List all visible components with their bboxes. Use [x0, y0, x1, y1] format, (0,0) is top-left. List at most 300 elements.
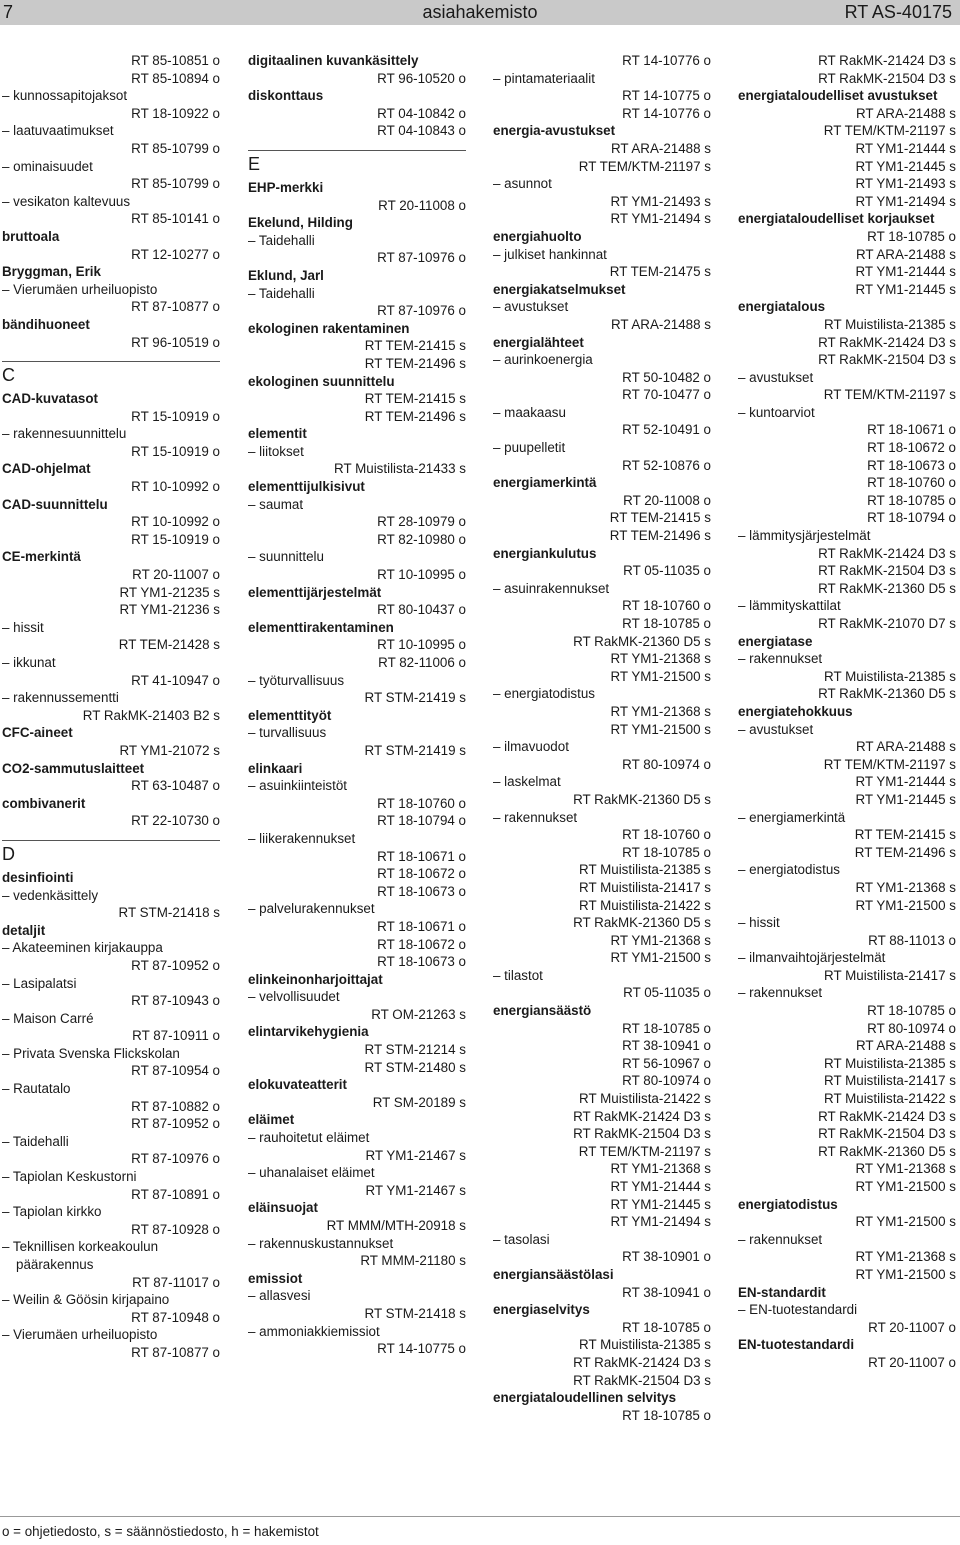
index-subterm: – kuntoarviot [738, 404, 815, 420]
index-subterm: – Taidehalli [248, 285, 315, 301]
page-header [0, 0, 960, 25]
index-reference: RT 18-10785 o [867, 228, 956, 244]
index-term: energiatase [738, 633, 813, 649]
index-subterm: – rauhoitetut eläimet [248, 1130, 370, 1146]
index-term: elinkaari [248, 760, 303, 776]
index-reference: RT 18-10673 o [867, 457, 956, 473]
index-term: energiatehokkuus [738, 703, 853, 719]
index-reference: RT 18-10672 o [377, 936, 466, 952]
index-reference: RT YM1-21445 s [610, 1196, 711, 1212]
index-reference: RT RakMK-21424 D3 s [818, 53, 956, 68]
index-reference: RT 18-10785 o [622, 1319, 711, 1335]
index-subterm: – pintamateriaalit [493, 70, 595, 86]
index-reference: RT RakMK-21504 D3 s [818, 563, 956, 579]
index-reference: RT 15-10919 o [131, 443, 220, 459]
index-reference: RT TEM-21428 s [118, 637, 220, 653]
index-reference: RT 05-11035 o [623, 985, 711, 1001]
index-subterm: – vesikaton kaltevuus [2, 193, 131, 209]
index-reference: RT TEM-21496 s [364, 408, 466, 424]
index-reference: RT 28-10979 o [377, 514, 466, 530]
index-subterm: – saumat [248, 496, 304, 512]
index-reference: RT RakMK-21360 D5 s [573, 915, 711, 931]
index-subterm: – ilmavuodot [493, 739, 569, 755]
index-term: eläimet [248, 1112, 295, 1128]
index-reference: RT 10-10995 o [377, 637, 466, 653]
index-term: energia-avustukset [493, 123, 616, 139]
index-reference: RT 18-10672 o [377, 866, 466, 882]
index-reference: RT YM1-21368 s [855, 879, 956, 895]
index-reference: RT TEM-21496 s [364, 355, 466, 371]
index-term: ekologinen suunnittelu [248, 373, 395, 389]
index-subterm: – ikkunat [2, 655, 56, 670]
index-reference: RT 18-10922 o [131, 105, 220, 121]
index-reference: RT YM1-21072 s [119, 742, 220, 758]
index-reference: RT TEM-21415 s [364, 338, 466, 354]
index-reference: RT STM-21419 s [364, 690, 466, 706]
index-subterm: – Tapiolan Keskustorni [2, 1169, 137, 1185]
index-subterm: – palvelurakennukset [248, 901, 375, 917]
index-term: energiankulutus [493, 545, 597, 561]
index-term: Bryggman, Erik [2, 264, 101, 280]
index-term: energiataloudelliset avustukset [738, 88, 938, 104]
index-term: energiakatselmukset [493, 281, 626, 297]
index-reference: RT 18-10760 o [377, 795, 466, 811]
index-reference: RT 85-10851 o [131, 53, 220, 68]
index-reference: RT RakMK-21424 D3 s [573, 1108, 711, 1124]
index-reference: RT YM1-21500 s [855, 1179, 956, 1194]
index-reference: RT YM1-21368 s [855, 1249, 956, 1265]
index-subterm: – lämmityskattilat [738, 598, 841, 614]
index-subterm: – ominaisuudet [2, 158, 93, 174]
index-term: EHP-merkki [248, 179, 324, 195]
index-term: elementtijulkisivut [248, 479, 365, 495]
index-reference: RT Muistilista-21417 s [824, 1073, 956, 1089]
index-reference: RT 87-10976 o [377, 250, 466, 266]
index-subterm: – kunnossapitojaksot [2, 88, 128, 104]
index-reference: RT YM1-21444 s [610, 1179, 711, 1194]
index-subterm: – vedenkäsittely [2, 887, 99, 903]
index-subterm: – rakennukset [738, 1231, 823, 1247]
index-subterm: – avustukset [738, 369, 814, 385]
index-subterm: – ilmanvaihtojärjestelmät [738, 950, 886, 966]
index-reference: RT 80-10437 o [377, 602, 466, 618]
index-reference: RT 87-10976 o [377, 303, 466, 319]
index-reference: RT RakMK-21070 D7 s [818, 616, 956, 631]
index-term: CAD-suunnittelu [2, 496, 108, 512]
index-reference: RT TEM-21415 s [609, 510, 711, 526]
index-subterm: – Rautatalo [2, 1081, 71, 1097]
index-subterm: – energiatodistus [493, 686, 595, 702]
index-reference: RT 56-10967 o [622, 1055, 711, 1071]
index-subterm: – julkiset hankinnat [493, 246, 607, 262]
index-subterm: – Tapiolan kirkko [2, 1204, 102, 1220]
index-term: energiataloudellinen selvitys [493, 1390, 677, 1406]
index-subterm: – Weilin & Göösin kirjapaino [2, 1292, 170, 1308]
index-reference: RT 18-10671 o [377, 848, 466, 864]
index-term: energiaselvitys [493, 1302, 590, 1318]
index-reference: RT YM1-21493 s [855, 176, 956, 192]
index-subterm: – Taidehalli [248, 232, 315, 248]
index-reference: RT Muistilista-21385 s [824, 1055, 956, 1071]
index-term: elokuvateatterit [248, 1077, 347, 1093]
index-subterm: – rakennukset [738, 985, 823, 1001]
index-reference: RT TEM-21415 s [854, 827, 956, 843]
index-reference: RT 85-10894 o [131, 70, 220, 86]
index-reference: RT YM1-21236 s [119, 602, 220, 618]
index-term: diskonttaus [248, 88, 324, 104]
index-reference: RT 04-10842 o [377, 105, 466, 121]
index-reference: RT YM1-21500 s [610, 950, 711, 966]
index-reference: RT 18-10785 o [622, 1407, 711, 1423]
index-reference: RT 87-10882 o [131, 1098, 220, 1114]
index-reference: RT Muistilista-21385 s [579, 1337, 711, 1353]
index-reference: RT 22-10730 o [131, 813, 220, 829]
index-reference: RT TEM/KTM-21197 s [578, 158, 711, 174]
index-reference: RT TEM/KTM-21197 s [823, 387, 956, 403]
index-column-2 [248, 52, 466, 1358]
index-column-3 [493, 52, 711, 1424]
index-subterm: – Privata Svenska Flickskolan [2, 1045, 180, 1061]
index-reference: RT YM1-21444 s [855, 264, 956, 280]
index-reference: RT 18-10672 o [867, 440, 956, 456]
index-subterm: – avustukset [738, 721, 814, 737]
index-term: energiansäästö [493, 1003, 592, 1019]
index-reference: RT RakMK-21504 D3 s [573, 1126, 711, 1142]
index-reference: RT 87-11017 o [132, 1274, 220, 1290]
index-term: CAD-ohjelmat [2, 461, 91, 477]
index-reference: RT 18-10673 o [377, 954, 466, 970]
index-reference: RT RakMK-21403 B2 s [82, 707, 220, 723]
index-term: CE-merkintä [2, 549, 81, 565]
index-reference: RT YM1-21445 s [855, 281, 956, 297]
document-code: RT AS-40175 [844, 2, 952, 22]
index-term: energiataloudelliset korjaukset [738, 211, 935, 227]
index-subterm: – laatuvaatimukset [2, 123, 114, 139]
index-reference: RT YM1-21368 s [610, 703, 711, 719]
index-reference: RT YM1-21500 s [610, 668, 711, 684]
index-reference: RT 96-10520 o [377, 70, 466, 86]
index-reference: RT 14-10776 o [622, 53, 711, 68]
index-reference: RT 88-11013 o [868, 932, 956, 948]
index-reference: RT MMM-21180 s [360, 1253, 466, 1269]
index-reference: RT 18-10760 o [622, 598, 711, 614]
index-reference: RT 18-10785 o [622, 616, 711, 631]
index-reference: RT YM1-21494 s [855, 193, 956, 209]
index-reference: RT 15-10919 o [131, 531, 220, 547]
index-term: combivanerit [2, 795, 86, 811]
index-reference: RT 18-10794 o [867, 510, 956, 526]
index-reference: RT STM-21419 s [364, 742, 466, 758]
section-letter: D [2, 840, 220, 864]
index-subterm: – liitokset [248, 443, 304, 459]
index-reference: RT 18-10671 o [867, 422, 956, 438]
index-reference: RT 10-10992 o [131, 514, 220, 530]
index-reference: RT 87-10952 o [131, 957, 220, 973]
index-term: ekologinen rakentaminen [248, 320, 410, 336]
index-term: detaljit [2, 922, 46, 938]
index-reference: RT 38-10941 o [622, 1038, 711, 1054]
index-reference: RT 18-10671 o [377, 918, 466, 934]
index-reference: RT TEM-21415 s [364, 391, 466, 407]
index-subterm: – energiatodistus [738, 862, 840, 878]
index-reference: RT ARA-21488 s [856, 739, 956, 755]
index-subterm: – lämmitysjärjestelmät [738, 528, 871, 544]
index-reference: RT ARA-21488 s [611, 140, 711, 156]
index-reference: RT YM1-21368 s [610, 932, 711, 948]
index-term: energiansäästölasi [493, 1266, 614, 1282]
index-reference: RT RakMK-21424 D3 s [818, 1108, 956, 1124]
index-reference: RT 87-10976 o [131, 1151, 220, 1167]
index-term: digitaalinen kuvankäsittely [248, 53, 419, 68]
index-reference: RT 10-10995 o [377, 567, 466, 583]
index-subterm: – Lasipalatsi [2, 975, 77, 991]
index-reference: RT 05-11035 o [623, 563, 711, 579]
index-term: Ekelund, Hilding [248, 215, 353, 231]
page-number: 7 [3, 2, 14, 22]
index-reference: RT 14-10775 o [377, 1341, 466, 1357]
index-subterm: – uhanalaiset eläimet [248, 1165, 375, 1181]
index-term: energialähteet [493, 334, 584, 350]
index-reference: RT 18-10785 o [622, 844, 711, 860]
index-reference: RT Muistilista-21433 s [334, 461, 466, 477]
index-subterm: – velvollisuudet [248, 989, 340, 1005]
index-term: bruttoala [2, 228, 60, 244]
index-reference: RT 80-10974 o [867, 1020, 956, 1036]
index-reference: RT 18-10673 o [377, 883, 466, 899]
index-reference: RT 87-10948 o [131, 1309, 220, 1325]
index-reference: RT YM1-21500 s [855, 1266, 956, 1282]
index-term: emissiot [248, 1270, 303, 1286]
index-term: EN-standardit [738, 1284, 826, 1300]
index-subterm: – Vierumäen urheiluopisto [2, 1327, 158, 1343]
index-reference: RT 14-10776 o [622, 105, 711, 121]
index-subterm: – laskelmat [493, 774, 561, 790]
section-letter: C [2, 361, 220, 385]
index-reference: RT 82-10980 o [377, 531, 466, 547]
index-subterm: – tilastot [493, 967, 543, 983]
index-subterm: – työturvallisuus [248, 672, 345, 688]
index-reference: RT 14-10775 o [622, 88, 711, 104]
index-reference: RT 18-10785 o [867, 492, 956, 508]
footer-legend: o = ohjetiedosto, s = säännöstiedosto, h = hakemistot [2, 1524, 319, 1539]
index-reference: RT 82-11006 o [378, 655, 466, 670]
index-reference: RT 70-10477 o [622, 387, 711, 403]
index-reference: RT 87-10877 o [131, 1344, 220, 1360]
index-reference: RT 20-11007 o [868, 1319, 956, 1335]
section-letter: E [248, 150, 466, 174]
index-reference: RT 18-10785 o [867, 1003, 956, 1019]
index-reference: RT RakMK-21360 D5 s [818, 580, 956, 596]
index-reference: RT MMM/MTH-20918 s [326, 1218, 466, 1233]
index-reference: RT 87-10943 o [131, 993, 220, 1009]
index-term: elinkeinonharjoittajat [248, 971, 383, 987]
index-reference: RT Muistilista-21422 s [824, 1091, 956, 1107]
index-reference: RT Muistilista-21417 s [579, 879, 711, 895]
index-reference: RT 18-10760 o [622, 827, 711, 843]
index-subterm: – rakennuskustannukset [248, 1235, 394, 1251]
index-reference: RT 18-10760 o [867, 475, 956, 491]
index-reference: RT YM1-21467 s [365, 1182, 466, 1198]
index-reference: RT YM1-21444 s [855, 774, 956, 790]
index-reference: RT 80-10974 o [622, 1073, 711, 1089]
index-subterm: – Vierumäen urheiluopisto [2, 281, 158, 297]
index-reference: RT 87-10891 o [131, 1186, 220, 1202]
index-reference: RT RakMK-21424 D3 s [573, 1354, 711, 1370]
index-subterm: – hissit [738, 915, 780, 931]
index-subterm: – suunnittelu [248, 549, 324, 565]
index-reference: RT RakMK-21360 D5 s [818, 686, 956, 702]
index-reference: RT 18-10794 o [377, 813, 466, 829]
index-term: CFC-aineet [2, 725, 73, 741]
index-reference: RT TEM-21496 s [609, 528, 711, 544]
index-reference: RT YM1-21500 s [610, 721, 711, 737]
index-reference: RT YM1-21368 s [610, 651, 711, 667]
index-reference: RT 87-10952 o [131, 1116, 220, 1132]
index-term: eläinsuojat [248, 1200, 318, 1216]
index-reference: RT YM1-21445 s [855, 158, 956, 174]
index-reference: RT 63-10487 o [131, 778, 220, 794]
index-column-1 [2, 52, 220, 1362]
index-term: energiamerkintä [493, 475, 597, 491]
index-reference: RT 15-10919 o [131, 408, 220, 424]
index-subterm: – Taidehalli [2, 1133, 69, 1149]
index-reference: RT STM-21214 s [364, 1042, 466, 1058]
index-reference: RT 52-10491 o [622, 422, 711, 438]
index-reference: RT RakMK-21424 D3 s [818, 334, 956, 350]
index-reference: RT 20-11008 o [378, 197, 466, 213]
index-reference: RT 12-10277 o [131, 246, 220, 262]
index-reference: RT YM1-21368 s [855, 1161, 956, 1177]
index-reference: RT 52-10876 o [622, 457, 711, 473]
index-subterm: – asuinkiinteistöt [248, 778, 347, 794]
index-reference: RT YM1-21235 s [119, 584, 220, 600]
index-reference: RT 10-10992 o [131, 479, 220, 495]
index-reference: RT ARA-21488 s [856, 1038, 956, 1054]
page-footer [0, 1516, 960, 1539]
index-reference: RT Muistilista-21385 s [824, 316, 956, 332]
index-subterm: – maakaasu [493, 404, 566, 420]
index-reference: RT 04-10843 o [377, 123, 466, 139]
index-reference: RT 38-10941 o [622, 1284, 711, 1300]
index-term: elementtijärjestelmät [248, 584, 382, 600]
index-subterm: – ammoniakkiemissiot [248, 1323, 380, 1339]
index-subterm: – aurinkoenergia [493, 352, 593, 368]
index-reference: RT 87-10877 o [131, 299, 220, 315]
index-reference: RT YM1-21500 s [855, 1214, 956, 1230]
index-reference: RT Muistilista-21422 s [579, 897, 711, 913]
page-title: asiahakemisto [422, 2, 538, 22]
index-subterm: – rakennukset [493, 809, 578, 825]
index-subterm: – allasvesi [248, 1288, 311, 1304]
index-reference: RT ARA-21488 s [856, 105, 956, 121]
index-reference: RT TEM/KTM-21197 s [823, 123, 956, 139]
index-subterm: – turvallisuus [248, 725, 327, 741]
index-reference: RT ARA-21488 s [856, 246, 956, 262]
index-reference: RT 85-10799 o [131, 140, 220, 156]
index-reference: RT Muistilista-21417 s [824, 967, 956, 983]
index-column-4 [738, 52, 956, 1372]
index-term: EN-tuotestandardi [738, 1337, 855, 1353]
index-subterm: – energiamerkintä [738, 809, 846, 825]
index-reference: RT RakMK-21360 D5 s [573, 791, 711, 807]
index-reference: RT RakMK-21360 D5 s [573, 633, 711, 649]
index-reference: RT 80-10974 o [622, 756, 711, 772]
index-reference: RT TEM-21496 s [854, 844, 956, 860]
index-subterm: – liikerakennukset [248, 830, 356, 846]
index-term: elementit [248, 426, 307, 442]
index-reference: RT Muistilista-21385 s [579, 862, 711, 878]
index-term: desinfiointi [2, 869, 74, 885]
index-reference: RT TEM-21475 s [609, 264, 711, 280]
index-reference: RT YM1-21445 s [855, 791, 956, 807]
index-subterm: – asunnot [493, 176, 552, 192]
index-term: energiahuolto [493, 228, 582, 244]
index-subterm: – puupelletit [493, 440, 566, 456]
index-reference: RT 96-10519 o [131, 334, 220, 350]
index-reference: RT TEM/KTM-21197 s [823, 756, 956, 772]
index-reference: RT 85-10141 o [131, 211, 220, 227]
index-reference: RT RakMK-21504 D3 s [818, 1126, 956, 1142]
index-reference: RT YM1-21368 s [610, 1161, 711, 1177]
index-reference: RT 38-10901 o [622, 1249, 711, 1265]
index-reference: RT YM1-21500 s [855, 897, 956, 913]
index-subterm: – Maison Carré [2, 1010, 94, 1026]
index-reference: RT 18-10785 o [622, 1020, 711, 1036]
index-reference: RT YM1-21444 s [855, 140, 956, 156]
index-term: elintarvikehygienia [248, 1024, 369, 1040]
index-reference: RT STM-21418 s [364, 1305, 466, 1321]
index-reference: RT YM1-21467 s [365, 1147, 466, 1163]
index-reference: RT RakMK-21360 D5 s [818, 1143, 956, 1159]
index-subterm: – Akateeminen kirjakauppa [2, 940, 163, 956]
index-reference: RT 87-10954 o [131, 1063, 220, 1079]
index-reference: RT RakMK-21424 D3 s [818, 545, 956, 561]
index-reference: RT YM1-21494 s [610, 1214, 711, 1230]
index-reference: RT RakMK-21504 D3 s [818, 352, 956, 368]
index-subterm: – asuinrakennukset [493, 580, 610, 596]
index-reference: RT STM-21418 s [118, 905, 220, 921]
index-term: energiatodistus [738, 1196, 838, 1212]
index-reference: RT RakMK-21504 D3 s [573, 1372, 711, 1388]
index-reference: RT 87-10928 o [131, 1221, 220, 1237]
index-reference: RT 41-10947 o [131, 672, 220, 688]
index-reference: RT Muistilista-21422 s [579, 1091, 711, 1107]
index-reference: RT OM-21263 s [371, 1006, 466, 1022]
index-reference: RT 87-10911 o [132, 1028, 220, 1044]
index-reference: RT YM1-21493 s [610, 193, 711, 209]
index-reference: RT YM1-21494 s [610, 211, 711, 227]
index-reference: RT TEM/KTM-21197 s [578, 1143, 711, 1159]
index-reference: RT STM-21480 s [364, 1059, 466, 1075]
index-subterm: – tasolasi [493, 1231, 550, 1247]
index-reference: RT 50-10482 o [622, 369, 711, 385]
index-reference: RT ARA-21488 s [611, 316, 711, 332]
index-reference: RT 20-11007 o [868, 1354, 956, 1370]
index-term: elementtityöt [248, 707, 332, 723]
index-reference: RT 85-10799 o [131, 176, 220, 192]
index-reference: RT Muistilista-21385 s [824, 668, 956, 684]
index-subterm: – EN-tuotestandardi [738, 1302, 858, 1318]
index-reference: RT SM-20189 s [372, 1094, 466, 1110]
index-subterm: – hissit [2, 619, 44, 635]
index-term: bändihuoneet [2, 316, 90, 332]
index-term: CO2-sammutuslaitteet [2, 760, 145, 776]
index-term: elementtirakentaminen [248, 619, 394, 635]
index-subterm: – avustukset [493, 299, 569, 315]
index-term: energiatalous [738, 299, 826, 315]
index-subterm: – rakennussementti [2, 690, 119, 706]
index-reference: RT 20-11008 o [623, 492, 711, 508]
